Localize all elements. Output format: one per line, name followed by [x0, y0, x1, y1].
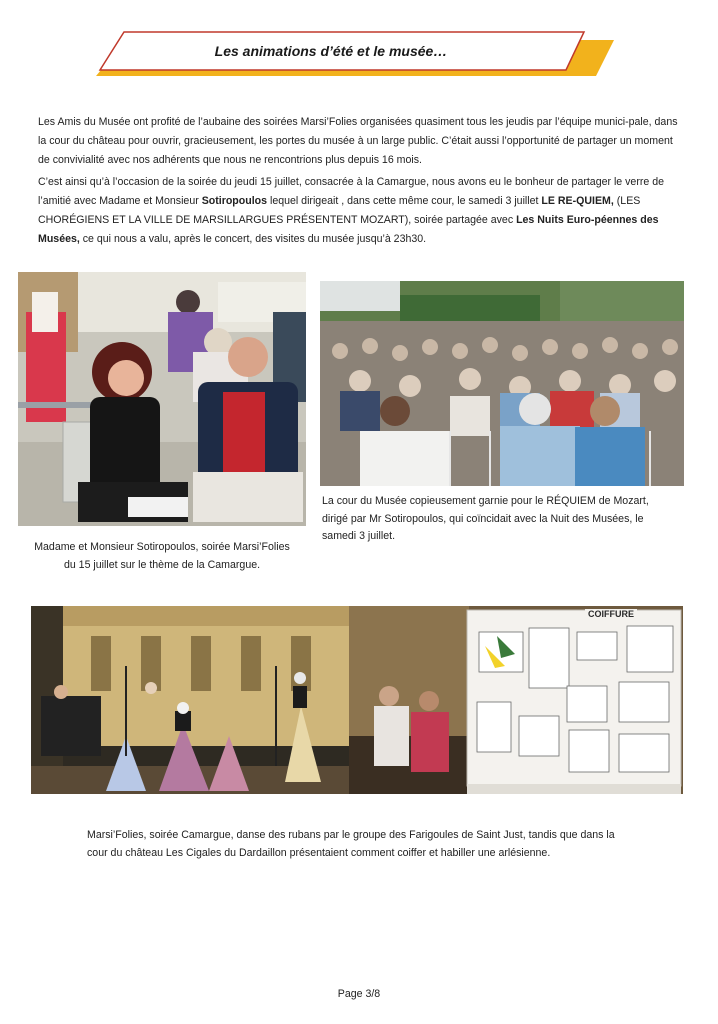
caption-crowd [322, 493, 692, 546]
conductor-name: Sotiropoulos [201, 195, 268, 207]
page-number: Page 3/8 [337, 988, 381, 1000]
photo-crowd [320, 281, 684, 486]
nuits-musees: Les Nuits Euro-péennes des Musées, [38, 214, 659, 245]
caption-couple-line-2: du 15 juillet sur le thème de la Camargue. [63, 558, 261, 571]
header-banner [96, 30, 616, 78]
event-text-3: (LES CHORÉGIENS ET LA VILLE DE MARSILLARGUES PRÉSENTENT MOZART), soirée partagée avec [38, 195, 641, 226]
event-text-2: lequel dirigeait , dans cette même cour, le samedi 3 juillet [267, 195, 542, 207]
caption-crowd-line-1: La cour du Musée copieusement garnie pour le RÉQUIEM de Mozart, [322, 495, 649, 507]
caption-crowd-line-2: dirigé par Mr Sotiropoulos, qui coïncidait avec la Nuit des Musées, le [322, 512, 644, 525]
event-text-1: C’est ainsi qu’à l’occasion de la soirée du jeudi 15 juillet, consacrée à la Camargue, nous avons eu le bonheur de partager le verre de l’amitié avec Madame et Monsieur [38, 176, 664, 207]
caption-couple-line-1: Madame et Monsieur Sotiropoulos, soirée Marsi’Folies [34, 541, 290, 553]
caption-dance-line-1: Marsi’Folies, soirée Camargue, danse des rubans par le groupe des Farigoules de Saint Just, tandis que dans la [87, 829, 615, 841]
page-title: Les animations d’été et le musée… [214, 43, 448, 59]
caption-dance-line-2: cour du château Les Cigales du Dardaillon présentaient comment coiffer et habiller une arlésienne. [87, 846, 551, 859]
requiem-title: LE RE-QUIEM, [541, 195, 614, 207]
caption-crowd-line-3: samedi 3 juillet. [322, 530, 396, 542]
photo-couple [18, 272, 306, 526]
poster-title: COIFFURE [585, 609, 637, 619]
photo-coiffure [349, 606, 683, 794]
event-text-4: ce qui nous a valu, après le concert, des visites du musée jusqu’à 23h30. [79, 233, 427, 245]
caption-dance [87, 827, 707, 862]
photo-dance [31, 606, 349, 794]
caption-couple [18, 539, 306, 574]
intro-paragraph: Les Amis du Musée ont profité de l’aubaine des soirées Marsi’Folies organisées quasiment tous les jeudis par l’équipe munici-pale, dans la cour du château pour ouvrir, gracieusement, les portes du musée à un large public. C’était aussi l’opportunité de partager un moment de convivialité avec nos adhérents que nous ne rencontrions plus depuis 16 mois. [38, 116, 678, 166]
event-paragraph [38, 173, 686, 249]
